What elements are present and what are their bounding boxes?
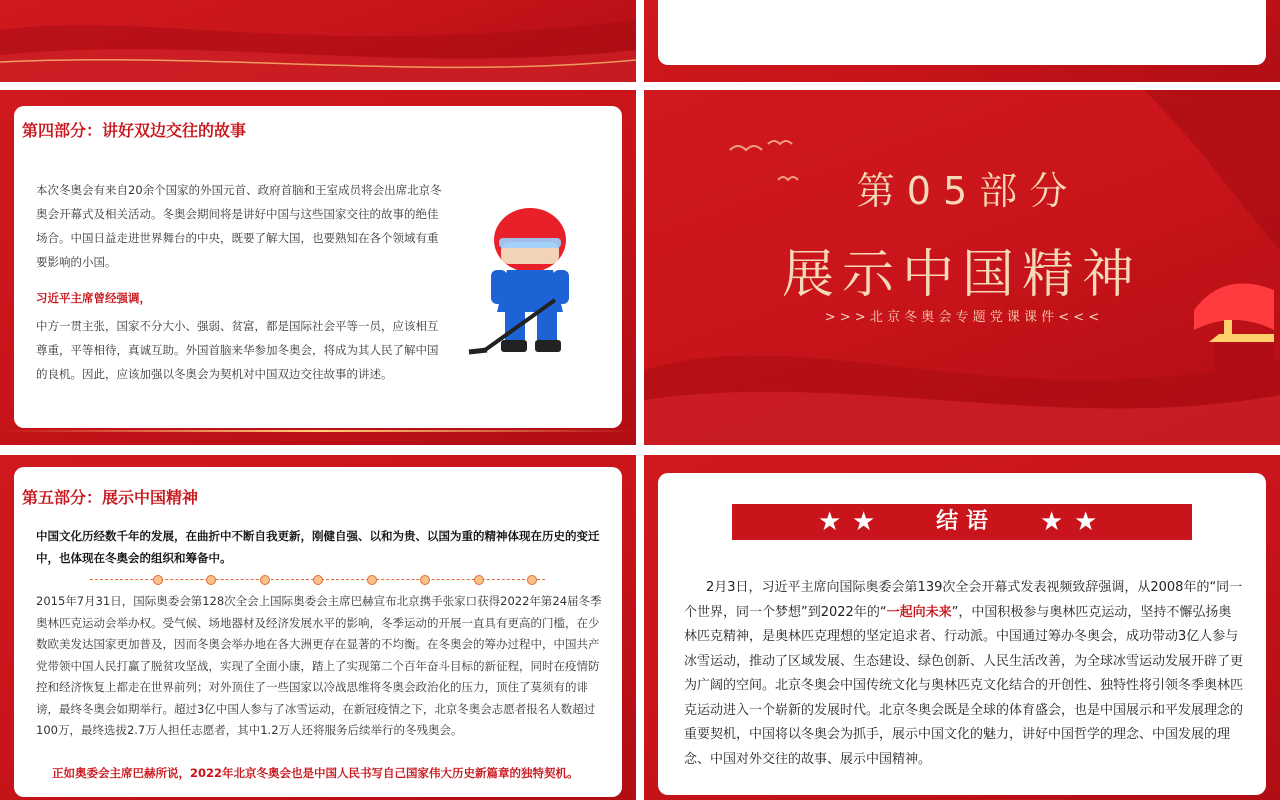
slide-part4[interactable] (0, 90, 636, 445)
conclusion-banner (732, 504, 1192, 540)
gold-line-decoration (0, 430, 636, 432)
slide-part5-cover[interactable] (644, 90, 1280, 445)
hockey-player-icon (455, 200, 605, 370)
slide-top-right[interactable] (644, 0, 1280, 82)
part-subtitle: > > > 北 京 冬 奥 会 专 题 党 课 课 件 < < < (824, 310, 1100, 325)
slide-top-left[interactable] (0, 0, 636, 82)
section-title: 第五部分：展示中国精神 (22, 488, 199, 507)
conclusion-text-before: 2月3日，习近平主席向国际奥委会第139次全会开幕式发表视频致辞强调，从2008年的“同一个世界，同一个梦想”到2022年的“ (684, 580, 1243, 620)
conclusion-paragraph (684, 576, 1244, 772)
paragraph-1: 本次冬奥会有来自20余个国家的外国元首、政府首脑和王室成员将会出席北京冬奥会开幕式及相关活动。冬奥会期间将是讲好中国与这些国家交往的故事的绝佳场合。中国日益走进世界舞台的中央，既要了解大国，也要熟知在各个领域有重要影响的小国。 (36, 183, 442, 269)
star-icon: ★ (1074, 507, 1098, 537)
body-paragraph: 2015年7月31日，国际奥委会第128次全会上国际奥委会主席巴赫宣布北京携手张家口获得2022年第24届冬季奥林匹克运动会举办权。受气候、场地器材及经济发展水平的影响，冬季运动的开展一直具有更高的门槛，在少数欧美发达国家更加普及，因而冬奥会举办地在各大洲更存在显著的不均衡。在冬奥会的筹办过程中，中国共产党带领中国人民打赢了脱贫攻坚战，实现了全面小康，踏上了实现第二个百年奋斗目标的新征程，同时在疫情防控和经济恢复上都走在世界前列；对外顶住了一些国家以冷战思维将冬奥会政治化的压力，顶住了莫须有的诽谤，最终冬奥会如期举行。超过3亿中国人参与了冰雪运动，在新冠疫情之下，北京冬奥会志愿者报名人数超过100万，最终选拔2.7万人担任志愿者，其中1.2万人还将服务后续举行的冬残奥会。 (36, 594, 602, 737)
star-icon: ★ (818, 507, 842, 537)
conclusion-text-after: ”，中国积极参与奥林匹克运动，坚持不懈弘扬奥林匹克精神，是奥林匹克理想的坚定追求者、行动派。中国通过筹办冬奥会，成功带动3亿人参与冰雪运动，推动了区域发展、生态建设、绿色创新、人民生活改善，为全球冰雪运动发展开辟了更为广阔的空间。北京冬奥会中国传统文化与奥林匹克文化结合的开创性、独特性将引领冬季奥林匹克运动进入一个崭新的发展时代。北京冬奥会既是全球的体育盛会，也是中国展示和平发展理念的重要契机，中国将以冬奥会为抓手，展示中国文化的魅力，讲好中国哲学的理念、中国发展的理念、中国对外交往的故事、展示中国精神。 (684, 604, 1244, 767)
banner-title: 结 语 (936, 509, 988, 534)
part-number: 第 0 5 部 分 (856, 169, 1068, 213)
red-wave-decoration (0, 0, 636, 82)
closing-paragraph: 正如奥委会主席巴赫所说，2022年北京冬奥会也是中国人民书写自己国家伟大历史新篇章的独特契机。 (52, 766, 579, 780)
content-card (658, 0, 1266, 65)
intro-paragraph: 中国文化历经数千年的发展，在曲折中不断自我更新，刚健自强、以和为贵、以国为重的精神体现在历史的变迁中，也体现在冬奥会的组织和筹备中。 (36, 529, 600, 565)
star-icon: ★ (1040, 507, 1064, 537)
slide-part5-content[interactable] (0, 455, 636, 800)
highlight-quote-intro: 习近平主席曾经强调， (36, 291, 151, 305)
paragraph-2: 中方一贯主张，国家不分大小、强弱、贫富，都是国际社会平等一员，应该相互尊重，平等相待，真诚互助。外国首脑来华参加冬奥会，将成为其人民了解中国的良机。因此，应该加强以冬奥会为契机对中国双边交往故事的讲述。 (36, 319, 439, 381)
conclusion-highlight: 一起向未来 (886, 604, 952, 620)
star-icon: ★ (852, 507, 876, 537)
part-title: 展示中国精神 (781, 245, 1142, 305)
dotted-divider (90, 575, 545, 585)
section-title: 第四部分：讲好双边交往的故事 (22, 121, 247, 140)
